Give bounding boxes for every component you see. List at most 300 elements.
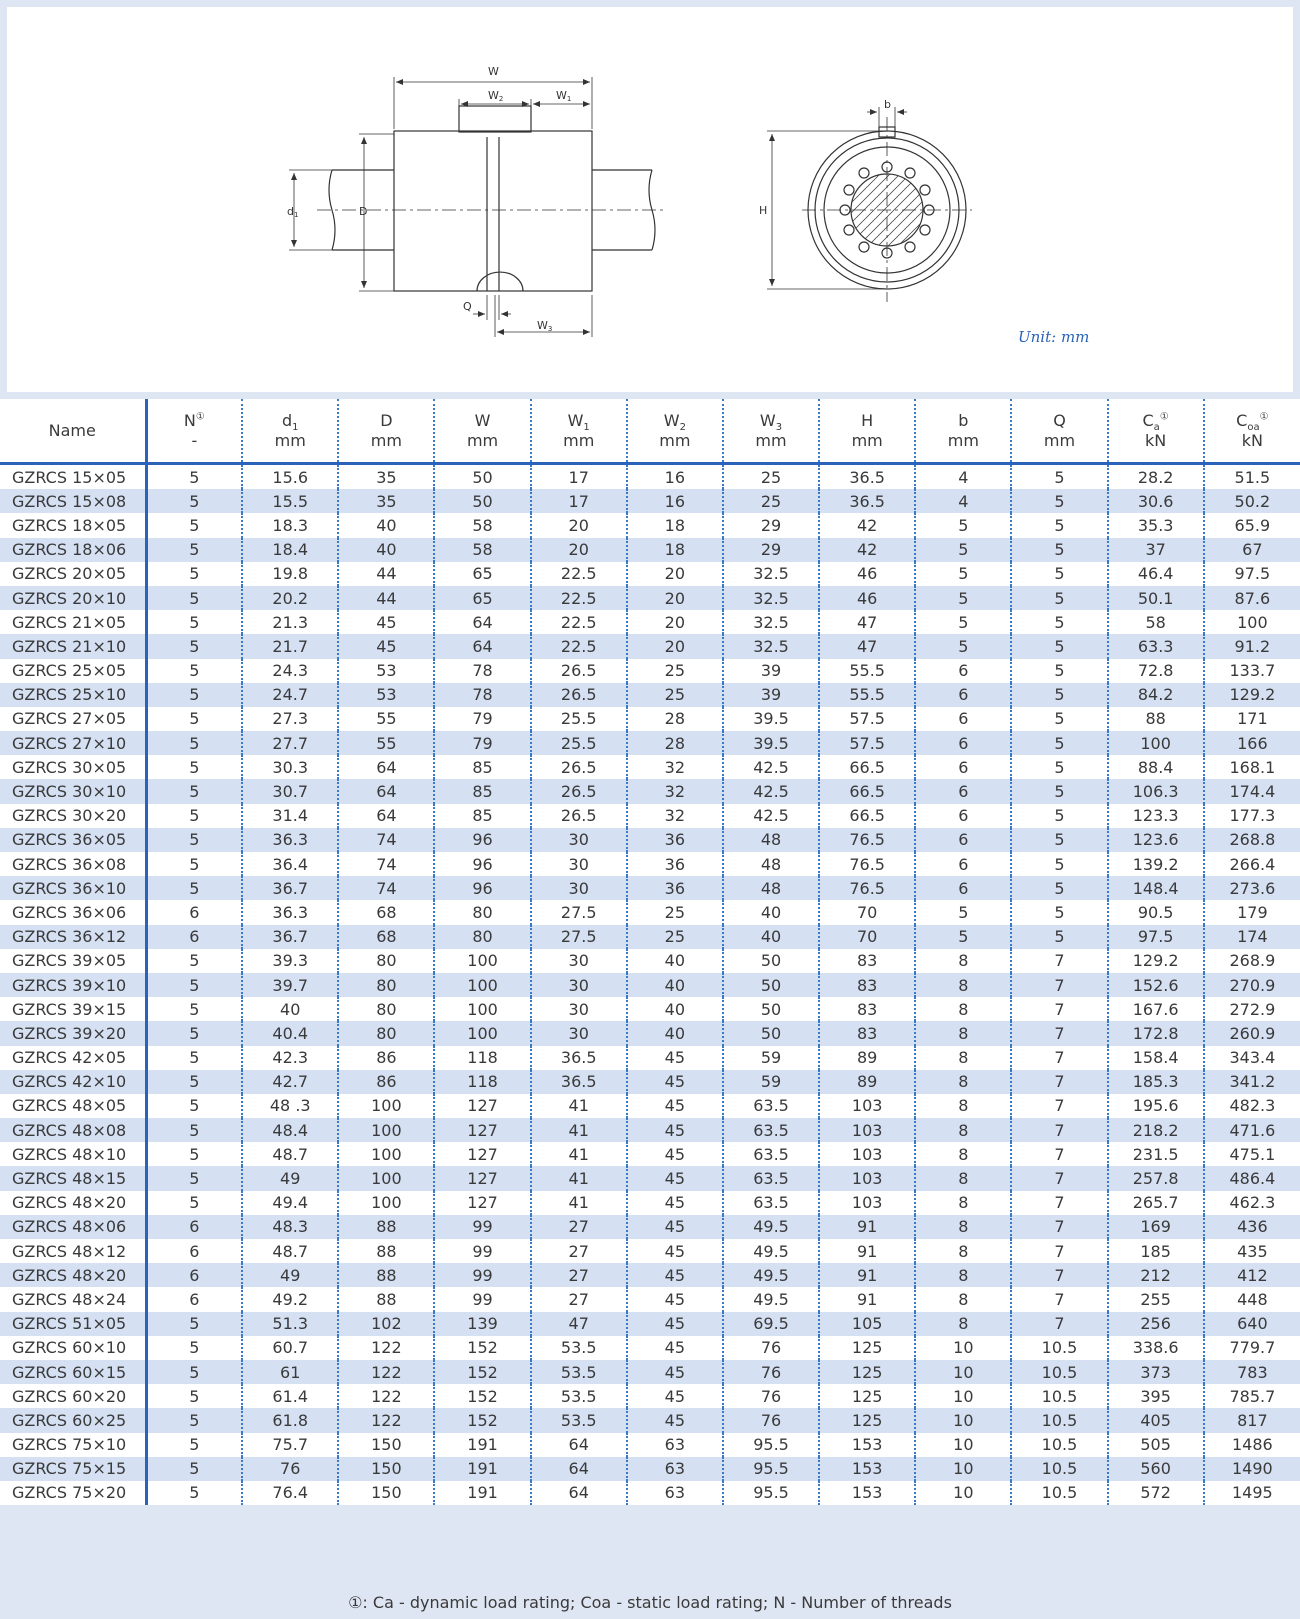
table-cell: 63.5 [723,1191,819,1215]
table-cell: 48.7 [242,1142,338,1166]
table-cell: 1486 [1204,1433,1300,1457]
table-cell: 100 [338,1191,434,1215]
table-cell: 231.5 [1108,1142,1204,1166]
table-cell: 64 [434,634,530,658]
column-symbol: N① [183,410,205,430]
table-cell: 265.7 [1108,1191,1204,1215]
table-cell: 20 [531,513,627,537]
model-name-cell: GZRCS 25×10 [0,683,146,707]
label-W: W [488,65,499,78]
table-cell: 87.6 [1204,586,1300,610]
table-cell: 45 [627,1191,723,1215]
model-name-cell: GZRCS 39×20 [0,1021,146,1045]
table-cell: 817 [1204,1408,1300,1432]
table-row [0,1191,1300,1215]
table-cell: 5 [146,731,242,755]
column-header-6 [627,399,723,464]
table-cell: 41 [531,1191,627,1215]
specification-table [0,399,1300,1505]
model-name-cell: GZRCS 39×05 [0,949,146,973]
model-name-cell: GZRCS 20×10 [0,586,146,610]
table-cell: 36 [627,852,723,876]
table-cell: 168.1 [1204,755,1300,779]
table-cell: 58 [1108,610,1204,634]
table-row [0,1094,1300,1118]
model-name-cell: GZRCS 75×20 [0,1481,146,1505]
table-cell: 10 [915,1481,1011,1505]
table-row [0,804,1300,828]
table-cell: 53.5 [531,1360,627,1384]
table-cell: 45 [627,1166,723,1190]
table-cell: 64 [531,1457,627,1481]
table-cell: 5 [146,997,242,1021]
table-cell: 10 [915,1336,1011,1360]
table-cell: 5 [146,1336,242,1360]
table-cell: 25 [627,900,723,924]
table-cell: 395 [1108,1384,1204,1408]
model-name-cell: GZRCS 30×20 [0,804,146,828]
table-cell: 17 [531,489,627,513]
table-cell: 80 [338,1021,434,1045]
column-unit: kN [1145,430,1167,450]
table-cell: 25 [627,659,723,683]
table-cell: 30.7 [242,779,338,803]
table-cell: 36.3 [242,900,338,924]
table-cell: 50.2 [1204,489,1300,513]
table-cell: 50 [723,973,819,997]
table-cell: 191 [434,1481,530,1505]
model-name-cell: GZRCS 75×15 [0,1457,146,1481]
model-name-cell: GZRCS 60×20 [0,1384,146,1408]
table-cell: 30 [531,852,627,876]
table-cell: 8 [915,1215,1011,1239]
table-cell: 30.3 [242,755,338,779]
table-cell: 48.7 [242,1239,338,1263]
table-cell: 133.7 [1204,659,1300,683]
table-cell: 152 [434,1336,530,1360]
table-cell: 15.5 [242,489,338,513]
model-name-cell: GZRCS 27×05 [0,707,146,731]
table-cell: 8 [915,1142,1011,1166]
table-cell: 24.7 [242,683,338,707]
table-cell: 6 [146,1215,242,1239]
table-cell: 86 [338,1046,434,1070]
column-unit: mm [370,430,402,450]
table-cell: 45 [627,1118,723,1142]
table-cell: 76.5 [819,852,915,876]
table-row [0,513,1300,537]
table-row [0,1118,1300,1142]
table-cell: 91 [819,1263,915,1287]
table-cell: 40 [338,513,434,537]
table-cell: 8 [915,949,1011,973]
table-cell: 66.5 [819,804,915,828]
table-cell: 10 [915,1457,1011,1481]
table-cell: 172.8 [1108,1021,1204,1045]
table-cell: 5 [1011,925,1107,949]
table-cell: 88 [338,1215,434,1239]
table-cell: 63.5 [723,1166,819,1190]
table-row [0,925,1300,949]
table-cell: 123.6 [1108,828,1204,852]
table-cell: 99 [434,1287,530,1311]
table-cell: 76.5 [819,876,915,900]
table-cell: 45 [627,1239,723,1263]
table-cell: 100 [1108,731,1204,755]
table-cell: 53.5 [531,1336,627,1360]
table-cell: 42.5 [723,804,819,828]
model-name-cell: GZRCS 48×05 [0,1094,146,1118]
table-cell: 152.6 [1108,973,1204,997]
table-cell: 80 [338,997,434,1021]
table-cell: 139 [434,1312,530,1336]
table-cell: 150 [338,1457,434,1481]
table-header-row [0,399,1300,464]
model-name-cell: GZRCS 18×06 [0,538,146,562]
table-cell: 45 [627,1336,723,1360]
table-cell: 5 [1011,804,1107,828]
table-cell: 7 [1011,1215,1107,1239]
table-cell: 640 [1204,1312,1300,1336]
table-cell: 49.5 [723,1263,819,1287]
table-cell: 90.5 [1108,900,1204,924]
table-cell: 96 [434,876,530,900]
table-cell: 66.5 [819,779,915,803]
column-symbol: Q [1053,410,1066,430]
column-unit: mm [563,430,595,450]
table-cell: 80 [434,925,530,949]
table-cell: 18.3 [242,513,338,537]
table-cell: 102 [338,1312,434,1336]
table-row [0,973,1300,997]
model-name-cell: GZRCS 21×05 [0,610,146,634]
table-cell: 10.5 [1011,1360,1107,1384]
table-cell: 177.3 [1204,804,1300,828]
table-cell: 7 [1011,1239,1107,1263]
table-cell: 6 [915,828,1011,852]
table-cell: 100 [338,1166,434,1190]
table-cell: 118 [434,1046,530,1070]
table-cell: 89 [819,1046,915,1070]
table-cell: 139.2 [1108,852,1204,876]
table-row [0,755,1300,779]
column-unit: - [191,430,198,450]
table-cell: 49.5 [723,1287,819,1311]
table-cell: 10 [915,1360,1011,1384]
table-cell: 36 [627,876,723,900]
table-cell: 72.8 [1108,659,1204,683]
table-body [0,464,1300,1506]
table-cell: 7 [1011,1046,1107,1070]
table-cell: 405 [1108,1408,1204,1432]
table-cell: 100 [434,973,530,997]
table-cell: 44 [338,562,434,586]
table-cell: 10.5 [1011,1457,1107,1481]
column-unit: kN [1241,430,1263,450]
table-cell: 40 [627,1021,723,1045]
table-cell: 5 [146,828,242,852]
model-name-cell: GZRCS 48×08 [0,1118,146,1142]
table-cell: 35 [338,464,434,490]
table-row [0,1239,1300,1263]
column-symbol: $d_1$ [281,410,299,433]
table-cell: 99 [434,1239,530,1263]
table-cell: 45 [338,634,434,658]
table-cell: 171 [1204,707,1300,731]
table-cell: 88 [338,1263,434,1287]
table-cell: 5 [146,876,242,900]
table-cell: 55 [338,731,434,755]
table-cell: 89 [819,1070,915,1094]
table-cell: 95.5 [723,1457,819,1481]
table-cell: 7 [1011,1094,1107,1118]
table-cell: 5 [1011,586,1107,610]
table-cell: 80 [338,949,434,973]
table-cell: 30 [531,949,627,973]
table-cell: 118 [434,1070,530,1094]
table-cell: 30 [531,828,627,852]
label-W1: W1 [556,89,572,103]
table-cell: 8 [915,1070,1011,1094]
table-row [0,1287,1300,1311]
table-cell: 49.4 [242,1191,338,1215]
table-cell: 268.8 [1204,828,1300,852]
table-cell: 45 [627,1046,723,1070]
table-cell: 69.5 [723,1312,819,1336]
model-name-cell: GZRCS 15×05 [0,464,146,490]
table-cell: 36.3 [242,828,338,852]
technical-drawing-panel [7,7,1293,392]
column-header-3 [338,399,434,464]
table-cell: 127 [434,1118,530,1142]
table-cell: 50.1 [1108,586,1204,610]
table-row [0,562,1300,586]
column-unit: mm [659,430,691,450]
table-row [0,779,1300,803]
table-cell: 6 [146,925,242,949]
table-cell: 6 [915,876,1011,900]
table-cell: 83 [819,949,915,973]
table-cell: 10.5 [1011,1481,1107,1505]
column-header-5 [531,399,627,464]
table-cell: 99 [434,1215,530,1239]
table-cell: 100 [434,997,530,1021]
table-cell: 7 [1011,1263,1107,1287]
table-cell: 99 [434,1263,530,1287]
table-cell: 30 [531,1021,627,1045]
table-cell: 63.5 [723,1094,819,1118]
table-cell: 5 [1011,489,1107,513]
table-row [0,464,1300,490]
table-cell: 8 [915,1191,1011,1215]
table-cell: 64 [338,779,434,803]
table-cell: 97.5 [1108,925,1204,949]
table-cell: 36.5 [819,489,915,513]
column-unit: mm [947,430,979,450]
table-row [0,659,1300,683]
table-cell: 96 [434,828,530,852]
table-cell: 100 [434,1021,530,1045]
table-cell: 28 [627,731,723,755]
model-name-cell: GZRCS 36×10 [0,876,146,900]
table-cell: 63 [627,1457,723,1481]
table-cell: 6 [915,852,1011,876]
model-name-cell: GZRCS 39×10 [0,973,146,997]
table-cell: 49.5 [723,1239,819,1263]
model-name-cell: GZRCS 15×08 [0,489,146,513]
table-cell: 7 [1011,1142,1107,1166]
table-row [0,707,1300,731]
table-cell: 27 [531,1287,627,1311]
table-cell: 25 [723,464,819,490]
table-cell: 39 [723,659,819,683]
table-cell: 6 [146,1239,242,1263]
table-cell: 255 [1108,1287,1204,1311]
table-cell: 5 [146,804,242,828]
table-cell: 42.5 [723,755,819,779]
table-cell: 95.5 [723,1433,819,1457]
table-cell: 152 [434,1360,530,1384]
table-cell: 373 [1108,1360,1204,1384]
table-cell: 76 [723,1384,819,1408]
table-cell: 7 [1011,1070,1107,1094]
table-cell: 53.5 [531,1384,627,1408]
table-cell: 20 [531,538,627,562]
table-cell: 27 [531,1239,627,1263]
table-cell: 45 [627,1360,723,1384]
table-cell: 36.5 [531,1070,627,1094]
table-cell: 53 [338,683,434,707]
table-cell: 67 [1204,538,1300,562]
table-cell: 22.5 [531,610,627,634]
footnote: ①: Ca - dynamic load rating; Coa - static load rating; N - Number of threads [348,1593,952,1612]
table-cell: 10.5 [1011,1384,1107,1408]
table-cell: 8 [915,1166,1011,1190]
table-cell: 15.6 [242,464,338,490]
table-cell: 1490 [1204,1457,1300,1481]
table-cell: 270.9 [1204,973,1300,997]
table-cell: 129.2 [1204,683,1300,707]
table-cell: 63.3 [1108,634,1204,658]
table-cell: 96 [434,852,530,876]
model-name-cell: GZRCS 30×10 [0,779,146,803]
table-cell: 482.3 [1204,1094,1300,1118]
table-cell: 60.7 [242,1336,338,1360]
table-cell: 68 [338,925,434,949]
column-symbol: $W_2$ [663,410,686,433]
table-row [0,610,1300,634]
table-row [0,1263,1300,1287]
table-cell: 40 [338,538,434,562]
table-cell: 45 [338,610,434,634]
table-cell: 45 [627,1094,723,1118]
column-symbol: D [380,410,393,430]
table-cell: 91 [819,1287,915,1311]
table-cell: 57.5 [819,731,915,755]
table-row [0,949,1300,973]
table-cell: 27 [531,1215,627,1239]
table-cell: 5 [146,973,242,997]
table-cell: 5 [146,1046,242,1070]
column-unit: mm [466,430,499,450]
table-cell: 150 [338,1433,434,1457]
table-cell: 44 [338,586,434,610]
table-cell: 51.3 [242,1312,338,1336]
table-cell: 91.2 [1204,634,1300,658]
table-cell: 6 [915,683,1011,707]
table-cell: 51.5 [1204,464,1300,490]
table-cell: 5 [146,586,242,610]
table-cell: 57.5 [819,707,915,731]
table-cell: 40.4 [242,1021,338,1045]
table-cell: 39.5 [723,731,819,755]
table-cell: 103 [819,1191,915,1215]
model-name-cell: GZRCS 48×10 [0,1142,146,1166]
table-cell: 5 [1011,538,1107,562]
table-cell: 125 [819,1336,915,1360]
table-cell: 5 [146,634,242,658]
label-D: D [359,205,368,218]
table-cell: 20 [627,610,723,634]
specification-table-wrapper [0,399,1300,1505]
table-cell: 18 [627,538,723,562]
table-cell: 127 [434,1142,530,1166]
table-cell: 25 [627,925,723,949]
table-cell: 195.6 [1108,1094,1204,1118]
table-row [0,1046,1300,1070]
table-cell: 42 [819,538,915,562]
table-cell: 256 [1108,1312,1204,1336]
table-cell: 27.7 [242,731,338,755]
table-cell: 55 [338,707,434,731]
model-name-cell: GZRCS 60×15 [0,1360,146,1384]
table-cell: 150 [338,1481,434,1505]
table-cell: 5 [915,513,1011,537]
table-cell: 27.5 [531,900,627,924]
column-symbol: b [958,410,969,430]
table-cell: 55.5 [819,659,915,683]
table-cell: 48.4 [242,1118,338,1142]
table-cell: 42.7 [242,1070,338,1094]
table-cell: 783 [1204,1360,1300,1384]
table-row [0,1360,1300,1384]
table-cell: 79 [434,731,530,755]
table-cell: 185.3 [1108,1070,1204,1094]
table-cell: 5 [146,1191,242,1215]
table-cell: 17 [531,464,627,490]
table-cell: 100 [338,1118,434,1142]
table-row [0,1336,1300,1360]
table-cell: 32 [627,804,723,828]
table-cell: 53 [338,659,434,683]
table-cell: 83 [819,973,915,997]
table-cell: 266.4 [1204,852,1300,876]
table-cell: 5 [1011,562,1107,586]
table-cell: 6 [915,779,1011,803]
table-cell: 30.6 [1108,489,1204,513]
table-row [0,900,1300,924]
table-cell: 153 [819,1457,915,1481]
table-cell: 125 [819,1408,915,1432]
table-cell: 48 [723,876,819,900]
model-name-cell: GZRCS 75×10 [0,1433,146,1457]
table-cell: 40 [627,949,723,973]
table-cell: 7 [1011,949,1107,973]
table-cell: 5 [1011,779,1107,803]
table-cell: 39.7 [242,973,338,997]
table-cell: 18 [627,513,723,537]
table-cell: 158.4 [1108,1046,1204,1070]
